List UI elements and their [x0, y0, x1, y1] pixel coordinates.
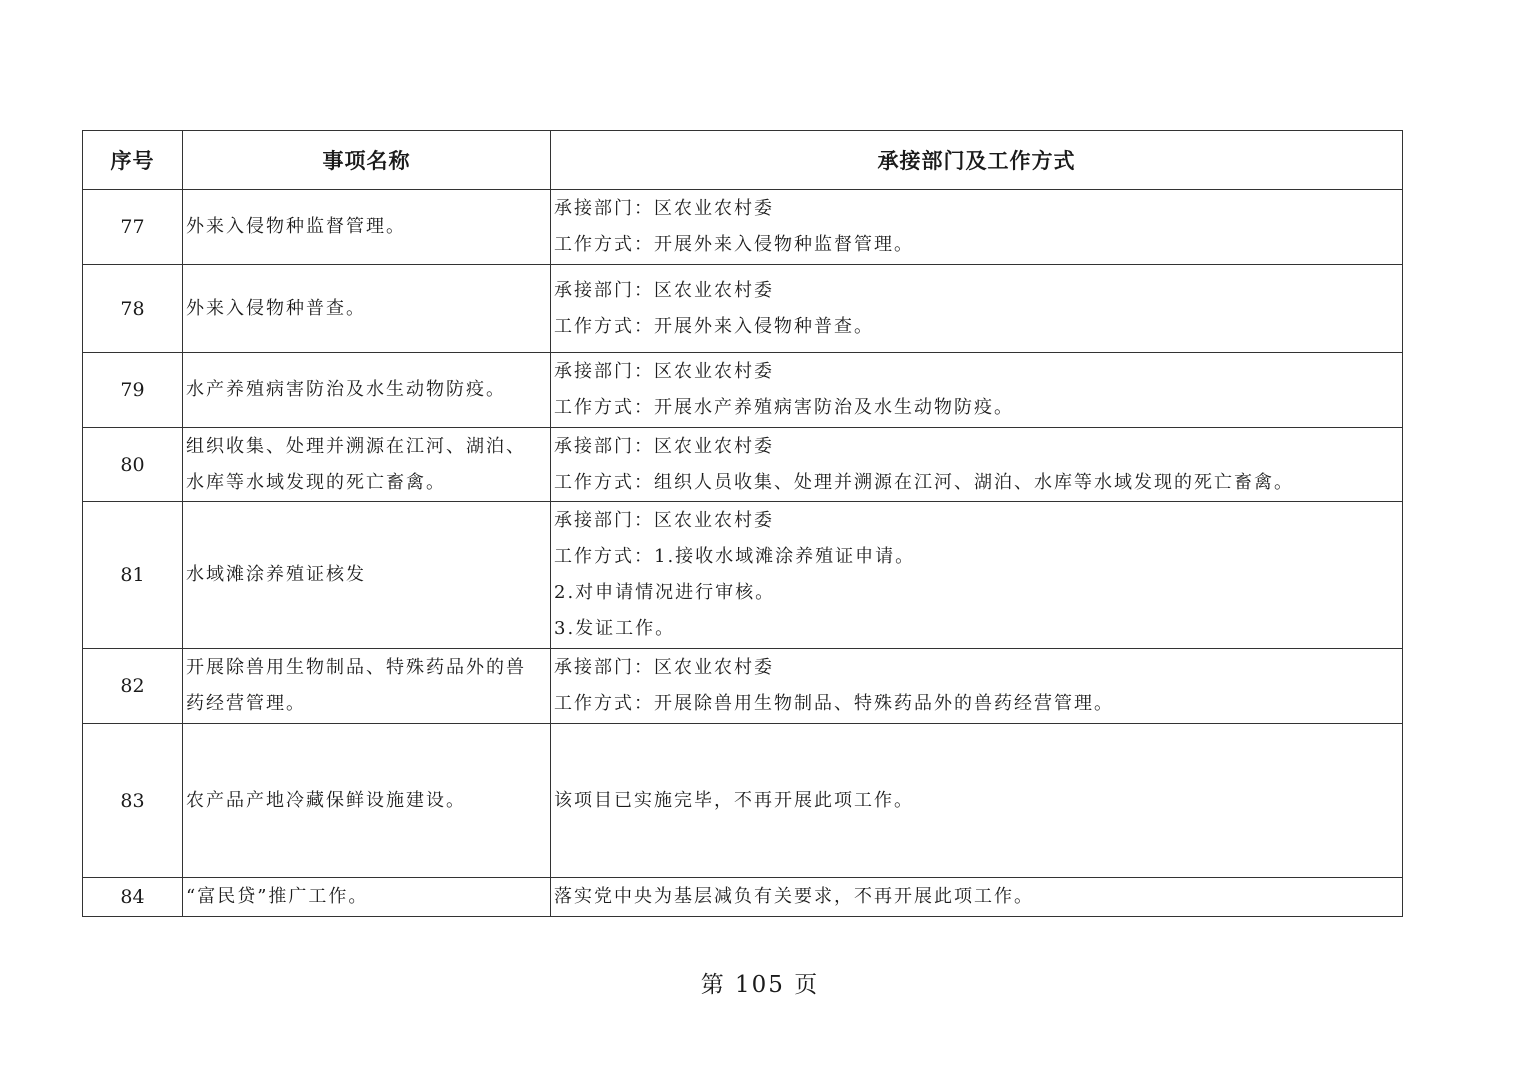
- method-step-line: 2.对申请情况进行审核。: [554, 582, 776, 603]
- row-number: 77: [83, 190, 183, 265]
- item-name: [183, 649, 551, 724]
- row-number: 82: [83, 649, 183, 724]
- item-name: [183, 428, 551, 502]
- method-line: 工作方式：开展水产养殖病害防治及水生动物防疫。: [554, 397, 1014, 418]
- method-line: 工作方式：开展除兽用生物制品、特殊药品外的兽药经营管理。: [554, 693, 1114, 714]
- table-row: [83, 724, 1403, 878]
- table-row: [83, 190, 1403, 265]
- page-number: 第 105 页: [700, 972, 820, 998]
- item-name-line: 药经营管理。: [186, 693, 306, 714]
- department-line: 承接部门：区农业农村委: [554, 279, 774, 301]
- item-name-line: 农产品产地冷藏保鲜设施建设。: [186, 789, 466, 811]
- department-line: 承接部门：区农业农村委: [554, 198, 774, 219]
- header-serial-number: 序号: [83, 131, 183, 190]
- item-name-line: “富民贷”推广工作。: [186, 886, 369, 907]
- item-name: [183, 190, 551, 265]
- items-table: [82, 130, 1403, 917]
- item-name-line: 开展除兽用生物制品、特殊药品外的兽: [186, 657, 526, 678]
- status-line: 该项目已实施完毕，不再开展此项工作。: [554, 789, 914, 811]
- department-method: [551, 878, 1403, 917]
- row-number: 80: [83, 428, 183, 502]
- item-name-line: 组织收集、处理并溯源在江河、湖泊、: [186, 435, 526, 457]
- department-method: [551, 190, 1403, 265]
- table-row: [83, 265, 1403, 353]
- method-line: 工作方式：开展外来入侵物种普查。: [554, 315, 874, 337]
- item-name-line: 水产养殖病害防治及水生动物防疫。: [186, 379, 506, 400]
- method-line: 工作方式：开展外来入侵物种监督管理。: [554, 234, 914, 255]
- department-line: 承接部门：区农业农村委: [554, 361, 774, 382]
- department-line: 承接部门：区农业农村委: [554, 435, 774, 457]
- item-name-line: 外来入侵物种普查。: [186, 297, 366, 319]
- item-name: [183, 353, 551, 428]
- row-number: 78: [83, 265, 183, 353]
- header-item-name: 事项名称: [183, 131, 551, 190]
- table-row: [83, 502, 1403, 649]
- status-line: 落实党中央为基层减负有关要求，不再开展此项工作。: [554, 886, 1034, 907]
- item-name: [183, 502, 551, 649]
- row-number: 81: [83, 502, 183, 649]
- method-line: 工作方式：1.接收水域滩涂养殖证申请。: [554, 546, 916, 567]
- table-row: [83, 649, 1403, 724]
- table-row: [83, 353, 1403, 428]
- department-method: [551, 649, 1403, 724]
- department-method: [551, 428, 1403, 502]
- item-name: [183, 878, 551, 917]
- item-name-line: 外来入侵物种监督管理。: [186, 216, 406, 237]
- item-name: [183, 724, 551, 878]
- row-number: 84: [83, 878, 183, 917]
- item-name-line: 水库等水域发现的死亡畜禽。: [186, 471, 446, 493]
- row-number: 79: [83, 353, 183, 428]
- department-method: [551, 353, 1403, 428]
- item-name: [183, 265, 551, 353]
- department-line: 承接部门：区农业农村委: [554, 510, 774, 531]
- department-method: [551, 265, 1403, 353]
- method-step-line: 3.发证工作。: [554, 618, 676, 639]
- table-header-row: [83, 131, 1403, 190]
- department-method: [551, 502, 1403, 649]
- table-row: [83, 878, 1403, 917]
- method-line: 工作方式：组织人员收集、处理并溯源在江河、湖泊、水库等水域发现的死亡畜禽。: [554, 471, 1294, 493]
- department-method: [551, 724, 1403, 878]
- table-row: [83, 428, 1403, 502]
- row-number: 83: [83, 724, 183, 878]
- department-line: 承接部门：区农业农村委: [554, 657, 774, 678]
- item-name-line: 水域滩涂养殖证核发: [186, 564, 366, 585]
- header-department-method: 承接部门及工作方式: [551, 131, 1403, 190]
